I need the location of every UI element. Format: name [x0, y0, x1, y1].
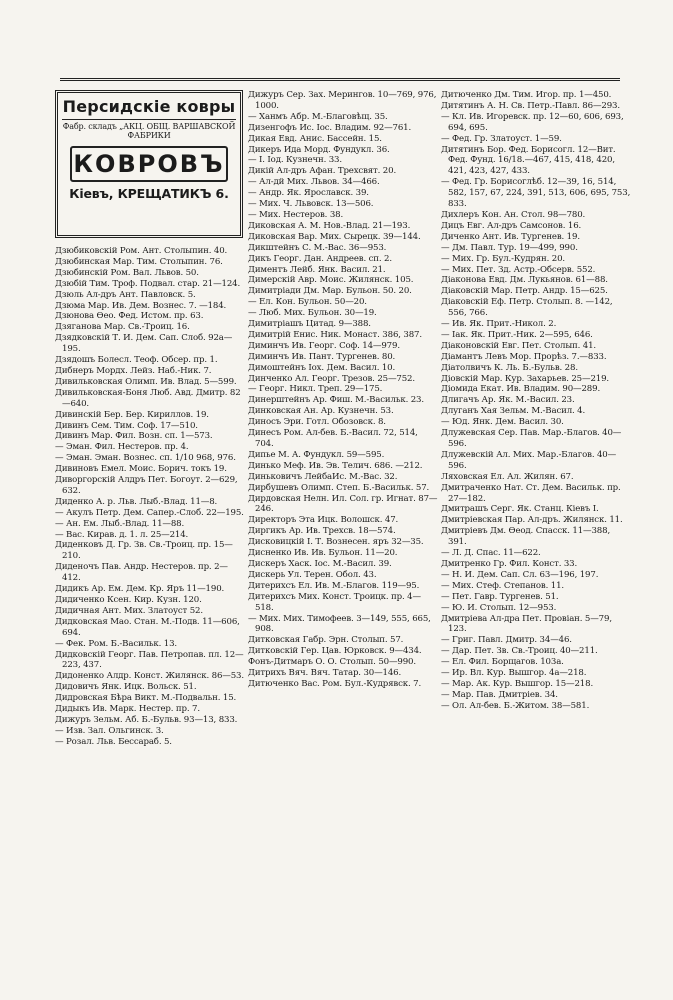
directory-entry: Дидыкъ Ив. Марк. Нестер. пр. 7.	[55, 704, 200, 715]
directory-entry: Дiаковскiй Еф. Петр. Столып. 8. —142, 556, 766.	[441, 297, 613, 319]
directory-entry: Дискерь Ул. Терен. Обол. 43.	[248, 569, 377, 580]
directory-entry: Дзяганова Мар. Св.-Троиц. 16.	[55, 322, 190, 333]
directory-entry: Дивинъ Сем. Тим. Соф. 17—510.	[55, 420, 198, 431]
directory-entry: Динько Меф. Ив. Эв. Телич. 686. —212.	[248, 460, 423, 471]
directory-entry: Дивильковская-Боня Люб. Авд. Дмитр. 82—640.	[55, 387, 241, 409]
directory-entry: Дидровская Бѣра Викт. М.-Подвальн. 15.	[55, 693, 237, 704]
directory-entry: — Григ. Павл. Дмитр. 34—46.	[441, 635, 572, 646]
ad-title: Персидскiе ковры	[62, 97, 236, 120]
column-1	[55, 90, 245, 970]
directory-entry: Длигачъ Ар. Як. М.-Васил. 23.	[441, 395, 575, 406]
directory-entry: Дiовскiй Мар. Кур. Захарьев. 25—219.	[441, 373, 609, 384]
directory-entry: Длужевскiй Ал. Мих. Мар.-Благов. 40—596.	[441, 449, 617, 471]
directory-entry: Диченко Ант. Ив. Тургенев. 19.	[441, 231, 580, 242]
directory-entry: Диминчъ Ив. Пант. Тургенев. 80.	[248, 351, 396, 362]
directory-entry: — Мих. Ч. Львовск. 13—506.	[248, 199, 374, 210]
directory-entry: — Ю. И. Столып. 12—953.	[441, 602, 557, 613]
directory-entry: — Ол. Ал-бев. Б.-Житом. 38—581.	[441, 700, 590, 711]
directory-entry: Дмитренко Гр. Фил. Конст. 33.	[441, 558, 578, 569]
directory-entry: Дмитрiевская Пар. Ал-дръ. Жилянск. 11.	[441, 515, 623, 526]
directory-entry: Димитрiй Енис. Ник. Монаст. 386, 387.	[248, 329, 422, 340]
directory-entry: — Iак. Як. Прит.-Ник. 2—595, 646.	[441, 329, 593, 340]
directory-entry: Дивинскiй Бер. Бер. Кириллов. 19.	[55, 409, 209, 420]
directory-entry: Дидоненко Алдр. Конст. Жилянск. 86—53.	[55, 671, 244, 682]
directory-entry: — Андр. Як. Ярославск. 39.	[248, 188, 369, 199]
directory-entry: Дитятинъ Бор. Фед. Борисогл. 12—Вит. Фед. Фунд. 16/18.—467, 415, 418, 420, 421, 423, 427, 433.	[441, 144, 616, 177]
directory-entry: — Л. Д. Спас. 11—622.	[441, 548, 541, 559]
directory-entry: — Ел. Фил. Борщагов. 103а.	[441, 657, 564, 668]
directory-entry: Дмитрiева Ал-дра Пет. Провiан. 5—79, 123.	[441, 613, 612, 635]
directory-entry: Дицъ Евг. Ал-дръ Самсонов. 16.	[441, 220, 582, 231]
directory-entry: Диденко А. р. Льв. Лыб.-Влад. 11—8.	[55, 496, 218, 507]
directory-entry: Дидковская Мао. Стан. М.-Подв. 11—606, 694.	[55, 616, 240, 638]
directory-entry: Дзюбiй Тим. Троф. Подвал. стар. 21—124.	[55, 278, 241, 289]
directory-entry: Диденковъ Д. Гр. Зв. Св.-Троиц. пр. 15—210.	[55, 540, 233, 562]
directory-entry: Дзюль Ал-дръ Ант. Павловск. 5.	[55, 289, 196, 300]
directory-entry: Дмитраченко Нат. Ст. Дем. Васильк. пр. 27—182.	[441, 482, 621, 504]
directory-entry: — Мар. Пав. Дмитрiев. 34.	[441, 689, 558, 700]
directory-entry: Диворгорскiй Алдръ Пет. Богоут. 2—629, 632.	[55, 475, 238, 496]
directory-entry: — Дм. Павл. Тур. 19—499, 990.	[441, 242, 578, 253]
directory-entry: Дипье М. А. Фундукл. 59—595.	[248, 449, 385, 460]
directory-entry: Дикая Евд. Анис. Бассейн. 15.	[248, 133, 382, 144]
directory-entry: Дзядковскiй Т. И. Дем. Сап. Слоб. 92а—195.	[55, 333, 233, 355]
directory-entry: Дивинъ Мар. Фил. Возн. сп. 1—573.	[55, 431, 213, 442]
directory-entry: Дихлеръ Кон. Ан. Стол. 98—780.	[441, 209, 586, 220]
directory-entry: Директоръ Эта Ицк. Волошск. 47.	[248, 515, 399, 526]
directory-entry: Дидиченко Ксен. Кир. Кузн. 120.	[55, 595, 202, 605]
directory-entry: Дiатолвичъ К. Ль. Б.-Бульв. 28.	[441, 362, 578, 373]
carpet-advertisement	[55, 90, 243, 238]
column-1-entries	[55, 246, 245, 748]
directory-entry: Дидковскiй Георг. Пав. Петропав. пл. 12—223, 437.	[55, 649, 244, 671]
directory-entry: — Мих. Мих. Тимофеев. 3—149, 555, 665, 908.	[248, 613, 431, 635]
directory-entry: Диденочъ Пав. Андр. Нестеров. пр. 2—412.	[55, 562, 228, 584]
directory-entry: — Ханмъ Абр. М.-Благовѣщ. 35.	[248, 111, 388, 122]
directory-entry: Диносъ Эри. Готл. Обозовск. 8.	[248, 417, 386, 428]
column-2	[248, 90, 438, 970]
top-rule	[60, 78, 620, 81]
directory-entry: — Дар. Пет. Зв. Св.-Троиц. 40—211.	[441, 646, 598, 657]
directory-entry: — Вас. Кирав. д. 1. л. 25—214.	[55, 529, 189, 540]
directory-entry: Динерштейнъ Ар. Фиш. М.-Васильк. 23.	[248, 395, 424, 406]
directory-entry: — Кл. Ив. Игоревск. пр. 12—60, 606, 693, 694, 695.	[441, 111, 624, 133]
directory-entry: — Георг. Никл. Треп. 29—175.	[248, 384, 383, 395]
directory-entry: Динесъ Ром. Ал-бев. Б.-Васил. 72, 514, 704.	[248, 428, 418, 449]
directory-entry: Дзядошъ Болесл. Теоф. Обсер. пр. 1.	[55, 355, 218, 366]
directory-entry: Димитрiашъ Цитад. 9—388.	[248, 319, 371, 330]
directory-entry: — Пет. Гавр. Тургенев. 51.	[441, 591, 559, 602]
directory-entry: — Фед. Гр. Златоуст. 1—59.	[441, 133, 562, 144]
directory-entry: Дидичная Ант. Мих. Златоуст 52.	[55, 605, 203, 616]
directory-entry: Дзюбинскiй Ром. Вал. Львов. 50.	[55, 267, 199, 278]
directory-entry: Дiаконова Евд. Дм. Лукьянов. 61—88.	[441, 275, 608, 286]
directory-entry: — Ир. Вл. Кур. Вышгор. 4а—218.	[441, 668, 587, 679]
directory-entry: Ляховская Ел. Ал. Жилян. 67.	[441, 471, 574, 482]
directory-entry: Динковская Ан. Ар. Кузнечн. 53.	[248, 406, 394, 417]
directory-entry: — Мих. Гр. Бул.-Кудрян. 20.	[441, 253, 566, 264]
directory-entry: — Мих. Нестеров. 38.	[248, 209, 344, 220]
directory-entry: — Мих. Пет. Зд. Астр.-Обсерв. 552.	[441, 264, 596, 275]
directory-entry: Димерскiй Авр. Моис. Жилянск. 105.	[248, 275, 414, 286]
directory-entry: Дитрихъ Вяч. Вяч. Татар. 30—146.	[248, 668, 402, 679]
directory-entry: Дзюнова Өеo. Фед. Истом. пр. 63.	[55, 311, 204, 322]
directory-entry: Дiаковскiй Мар. Петр. Андр. 15—625.	[441, 286, 608, 297]
directory-entry: Дирдовская Нелн. Ил. Сол. гр. Игнат. 87—246.	[248, 493, 438, 515]
directory-entry: Дмитрiевъ Дм. Өеод. Спасск. 11—388, 391.	[441, 526, 611, 548]
directory-entry: Дитковскiй Гер. Цав. Юрковск. 9—434.	[248, 646, 422, 657]
directory-entry: Дижуръ Зельм. Аб. Б.-Бульв. 93—13, 833.	[55, 714, 238, 725]
column-3	[441, 90, 631, 970]
directory-entry: Диньковичъ ЛейбаИс. М.-Вас. 32.	[248, 471, 398, 482]
directory-entry: Дiаконовскiй Евг. Пет. Столып. 41.	[441, 340, 596, 351]
directory-entry: Дивильковская Олимп. Ив. Влад. 5—599.	[55, 376, 237, 387]
directory-entry: — Ив. Як. Прит.-Никол. 2.	[441, 319, 557, 330]
directory-entry: Дирбушевъ Олимп. Степ. Б.-Васильк. 57.	[248, 482, 430, 493]
directory-entry: — I. Iод. Кузнечн. 33.	[248, 155, 342, 166]
ad-address: Кiевъ, КРЕЩАТИКЪ 6.	[69, 186, 229, 201]
directory-entry: Дитюченко Вас. Ром. Бул.-Кудрявск. 7.	[248, 678, 422, 689]
directory-entry: Диковская А. М. Нов.-Влад. 21—193.	[248, 220, 411, 231]
directory-entry: — Розал. Льв. Бессараб. 5.	[55, 736, 172, 747]
column-2-entries	[248, 90, 438, 690]
directory-entry: Димоштейнъ Iох. Дем. Васил. 10.	[248, 362, 396, 373]
directory-entry: Дибнеръ Мордх. Лейз. Наб.-Ник. 7.	[55, 365, 212, 376]
directory-entry: Дзюбиковскiй Ром. Ант. Столыпин. 40.	[55, 246, 228, 256]
directory-entry: — Мих. Стеф. Степанов. 11.	[441, 580, 565, 591]
directory-entry: Дидовичъ Янк. Ицк. Вольск. 51.	[55, 682, 197, 693]
directory-entry: Диментъ Лейб. Янк. Васил. 21.	[248, 264, 386, 275]
directory-entry: — Юд. Янк. Дем. Васил. 30.	[441, 417, 564, 428]
directory-entry: Дiамантъ Левъ Мор. Прорѣз. 7.—833.	[441, 351, 607, 362]
directory-entry: Дитерихсъ Мих. Конст. Троицк. пр. 4—518.	[248, 591, 421, 613]
directory-entry: Диргикъ Ар. Ив. Трехсв. 18—574.	[248, 526, 396, 537]
ad-subtitle: Фабр. складъ „АКЦ. ОБЩ. ВАРШАВСКОЙ ФАБРИКИ	[62, 122, 236, 140]
directory-entry: Дизенгофъ Ис. Iос. Владим. 92—761.	[248, 122, 412, 133]
directory-entry: Дисковицкiй I. Т. Вознесен. яръ 32—35.	[248, 537, 424, 548]
directory-entry: Длужевская Сер. Пав. Мар.-Благов. 40—596.	[441, 428, 622, 449]
directory-entry: Дивиновъ Емел. Моис. Борич. токъ 19.	[55, 464, 227, 475]
directory-entry: Дикiй Ал-дръ Афан. Трехсвят. 20.	[248, 166, 397, 177]
directory-entry: — Ан. Ем. Лыб.-Влад. 11—88.	[55, 518, 185, 529]
directory-entry: — Фек. Ром. Б.-Васильк. 13.	[55, 638, 178, 649]
directory-entry: Фонъ-Дитмаръ О. О. Столып. 50—990.	[248, 657, 416, 668]
directory-entry: — Акулъ Петр. Дем. Сапер.-Слоб. 22—195.	[55, 507, 244, 518]
directory-entry: Дисненко Ив. Ив. Бульон. 11—20.	[248, 548, 398, 559]
directory-entry: — Люб. Мих. Бульон. 30—19.	[248, 308, 377, 319]
directory-entry: Дзюбинская Мар. Тим. Столыпин. 76.	[55, 256, 223, 267]
directory-entry: Дискеръ Хаск. Iос. М.-Васил. 39.	[248, 558, 392, 569]
directory-entry: Диминчъ Ив. Георг. Соф. 14—979.	[248, 340, 400, 351]
column-3-entries	[441, 90, 631, 712]
ad-main-word: КОВРОВЪ	[70, 146, 228, 182]
directory-entry: — Эман. Фил. Нестеров. пр. 4.	[55, 442, 189, 453]
directory-entry: Дитерихсъ Ел. Ив. М.-Благов. 119—95.	[248, 580, 420, 591]
directory-entry: Дитюченко Дм. Тим. Игор. пр. 1—450.	[441, 90, 612, 100]
directory-entry: Дижуръ Сер. Зах. Мерингов. 10—769, 976, 1000.	[248, 90, 437, 111]
directory-entry: Динченко Ал. Георг. Трезов. 25—752.	[248, 373, 415, 384]
directory-entry: — Фед. Гр. Борисоглѣб. 12—39, 16, 514, 582, 157, 67, 224, 391, 513, 606, 695, 753, 833.	[441, 177, 631, 210]
directory-entry: — Эман. Эман. Вознес. сп. 1/10 968, 976.	[55, 453, 236, 464]
directory-entry: Димитрiади Дм. Мар. Бульон. 50. 20.	[248, 286, 412, 297]
directory-entry: Диковская Вар. Мих. Сырецк. 39—144.	[248, 231, 421, 242]
directory-entry: — Н. И. Дем. Сап. Сл. 63—196, 197.	[441, 569, 599, 580]
directory-entry: Дикштейнъ С. М.-Вас. 36—953.	[248, 242, 387, 253]
directory-entry: Дикеръ Ида Морд. Фундукл. 36.	[248, 144, 390, 155]
directory-entry: Дитковская Габр. Эрн. Столып. 57.	[248, 635, 404, 646]
directory-entry: Дiомида Екат. Ив. Владим. 90—289.	[441, 384, 601, 395]
directory-entry: — Изв. Зал. Ольгинск. 3.	[55, 725, 164, 736]
directory-entry: Дмитрашъ Серг. Як. Станц. Кiевъ I.	[441, 504, 599, 515]
directory-entry: — Ел. Кон. Бульон. 50—20.	[248, 297, 367, 308]
directory-entry: Дикъ Георг. Дан. Андреев. сп. 2.	[248, 253, 392, 264]
directory-entry: Длуганъ Хая Зельм. М.-Васил. 4.	[441, 406, 586, 417]
directory-entry: — Мар. Ак. Кур. Вышгор. 15—218.	[441, 678, 594, 689]
directory-entry: — Ал-дй Мих. Львов. 34—466.	[248, 177, 380, 188]
directory-entry: Дидикъ Ар. Ем. Дем. Кр. Яръ 11—190.	[55, 584, 225, 595]
directory-entry: Дзюма Мар. Ив. Дем. Вознес. 7. —184.	[55, 300, 227, 311]
directory-entry: Дитятинъ А. Н. Св. Петр.-Павл. 86—293.	[441, 100, 620, 111]
